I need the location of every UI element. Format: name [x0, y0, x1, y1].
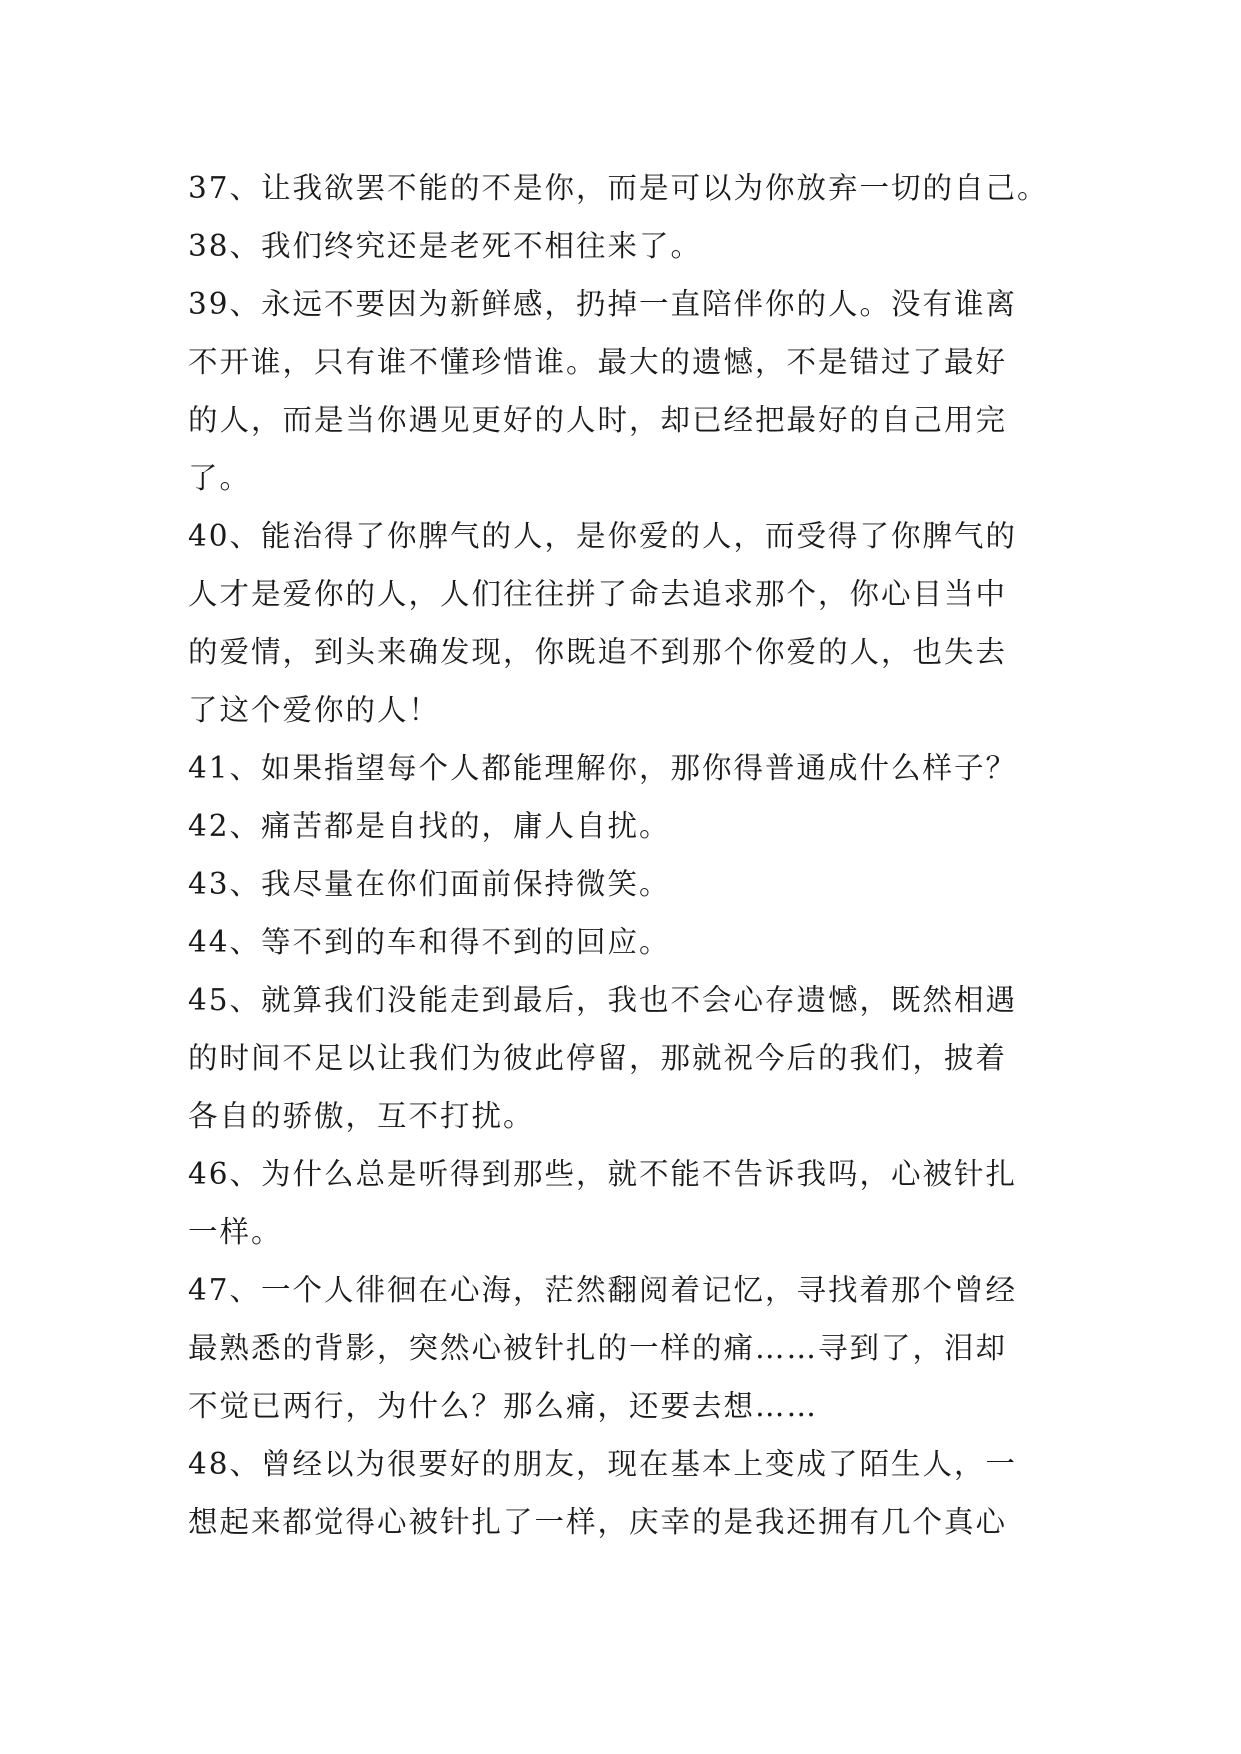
text-line: 的人，而是当你遇见更好的人时，却已经把最好的自己用完 [188, 403, 1008, 437]
text-line: 各自的骄傲，互不打扰。 [188, 1099, 535, 1133]
document-body [188, 159, 1068, 1551]
text-line: 41、如果指望每个人都能理解你，那你得普通成什么样子？ [188, 751, 1018, 785]
text-line: 40、能治得了你脾气的人，是你爱的人，而受得了你脾气的 [188, 519, 1018, 553]
text-line: 人才是爱你的人，人们往往拼了命去追求那个，你心目当中 [188, 577, 1008, 611]
text-line: 45、就算我们没能走到最后，我也不会心存遗憾，既然相遇 [188, 983, 1018, 1017]
text-line: 47、一个人徘徊在心海，茫然翻阅着记忆，寻找着那个曾经 [188, 1273, 1018, 1307]
text-line: 48、曾经以为很要好的朋友，现在基本上变成了陌生人，一 [188, 1447, 1018, 1481]
text-line: 想起来都觉得心被针扎了一样，庆幸的是我还拥有几个真心 [188, 1505, 1008, 1539]
text-line: 39、永远不要因为新鲜感，扔掉一直陪伴你的人。没有谁离 [188, 287, 1018, 321]
text-line: 43、我尽量在你们面前保持微笑。 [188, 867, 671, 901]
text-line: 42、痛苦都是自找的，庸人自扰。 [188, 809, 671, 843]
text-line: 的时间不足以让我们为彼此停留，那就祝今后的我们，披着 [188, 1041, 1008, 1075]
text-line: 一样。 [188, 1215, 283, 1249]
text-line: 38、我们终究还是老死不相往来了。 [188, 229, 703, 263]
text-line: 不觉已两行，为什么？那么痛，还要去想…… [188, 1389, 819, 1423]
text-line: 不开谁，只有谁不懂珍惜谁。最大的遗憾，不是错过了最好 [188, 345, 1008, 379]
text-line: 37、让我欲罢不能的不是你，而是可以为你放弃一切的自己。 [188, 171, 1049, 205]
text-line: 的爱情，到头来确发现，你既追不到那个你爱的人，也失去 [188, 635, 1008, 669]
text-line: 46、为什么总是听得到那些，就不能不告诉我吗，心被针扎 [188, 1157, 1018, 1191]
text-line: 了这个爱你的人！ [188, 693, 441, 727]
text-line: 最熟悉的背影，突然心被针扎的一样的痛……寻到了，泪却 [188, 1331, 1008, 1365]
text-line: 44、等不到的车和得不到的回应。 [188, 925, 671, 959]
text-line: 了。 [188, 461, 252, 495]
